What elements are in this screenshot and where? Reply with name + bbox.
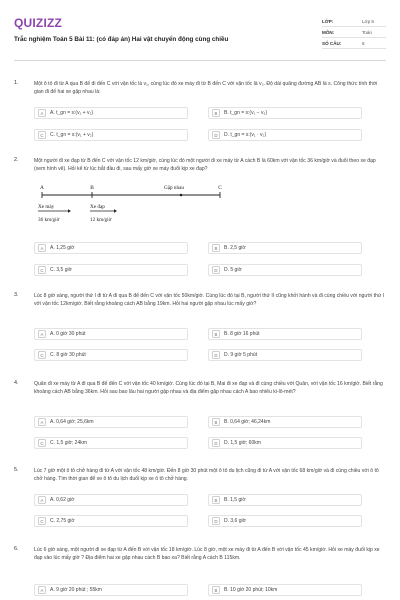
header-left <box>14 16 228 60</box>
answer-option-d[interactable] <box>208 264 362 276</box>
option-letter: C <box>38 439 46 447</box>
option-text: D. 5 giờ <box>224 267 242 273</box>
option-text: C. 8 giờ 30 phút <box>50 352 86 358</box>
option-letter: D <box>212 439 220 447</box>
label-bicycle-speed: 12 km/giờ <box>90 217 112 223</box>
question-number: 6. <box>14 546 19 552</box>
info-key: MÔN: <box>322 29 335 35</box>
info-key: SỐ CÂU: <box>322 40 342 46</box>
question-text: Lúc 7 giờ một ô tô chở hàng đi từ A với vận tốc 48 km/giờ. Đến 8 giờ 30 phút một ô tô du lịch cũng đi từ A với vận tốc 68 km/giờ và đi cùng chiều với ô tô chở hàng. Tìm thời gian để xe ô tô du lịch đuổi kịp xe ô tô chở hàng. <box>34 468 379 483</box>
option-text: A. 0 giờ 30 phút <box>50 331 86 337</box>
option-text: B. 2,5 giờ <box>224 245 246 251</box>
answer-option-b[interactable] <box>208 416 362 428</box>
answer-option-b[interactable] <box>208 494 362 506</box>
answer-option-d[interactable] <box>208 349 362 361</box>
label-motorbike: Xe máy <box>38 204 55 210</box>
option-letter: B <box>212 418 220 426</box>
info-table <box>322 16 386 60</box>
option-letter: A <box>38 109 46 117</box>
quizizz-logo: QUIZIZZ <box>14 16 63 30</box>
info-row-grade <box>322 16 386 27</box>
answer-option-a[interactable] <box>34 584 188 596</box>
option-letter: B <box>212 496 220 504</box>
label-a: A <box>40 185 44 191</box>
option-text: A. 0,64 giờ; 25,6km <box>50 419 94 425</box>
answer-option-b[interactable] <box>208 584 362 596</box>
option-letter: D <box>212 351 220 359</box>
question-text: Một người đi xe đạp từ B đến C với vận tốc 12 km/giờ, cùng lúc đó một người đi xe máy từ A cách B là 60km với vận tốc 36 km/giờ và đuổi theo xe đạp (xem hình vẽ). Hỏi kể từ lúc bắt đầu đi, sau mấy giờ xe máy đuổi kịp xe đạp? <box>34 158 376 173</box>
option-letter: A <box>38 244 46 252</box>
answer-option-b[interactable] <box>208 328 362 340</box>
option-text: C. 2,75 giờ <box>50 518 75 524</box>
option-text: D. 1,5 giờ; 60km <box>224 440 261 446</box>
answer-option-a[interactable] <box>34 328 188 340</box>
answer-option-c[interactable] <box>34 515 188 527</box>
bicycle-arrowhead <box>114 209 117 212</box>
meet-point <box>180 194 183 197</box>
worksheet-header <box>14 16 386 61</box>
option-text: B. 8 giờ 16 phút <box>224 331 260 337</box>
option-text: B. 1,5 giờ <box>224 497 246 503</box>
option-text: A. 1,25 giờ <box>50 245 75 251</box>
answer-option-d[interactable] <box>208 129 362 141</box>
option-text: D. 3,6 giờ <box>224 518 246 524</box>
question-number: 3. <box>14 292 19 298</box>
page-title: Trắc nghiệm Toán 5 Bài 11: (có đáp án) Hai vật chuyển động cùng chiều <box>14 36 229 43</box>
answer-option-c[interactable] <box>34 349 188 361</box>
label-b: B <box>90 185 94 191</box>
answer-option-a[interactable] <box>34 242 188 254</box>
label-motorbike-speed: 36 km/giờ <box>38 217 60 223</box>
question-number: 5. <box>14 467 19 473</box>
answer-option-b[interactable] <box>208 242 362 254</box>
answer-option-a[interactable] <box>34 416 188 428</box>
option-text: D. 9 giờ 5 phút <box>224 352 258 358</box>
info-value: 6 <box>362 40 365 46</box>
option-text: C. 1,5 giờ; 24km <box>50 440 87 446</box>
option-letter: D <box>212 266 220 274</box>
answer-option-c[interactable] <box>34 264 188 276</box>
option-text: C. t_gn = s:(v₁ + v₂) <box>50 132 94 138</box>
option-letter: D <box>212 517 220 525</box>
motorbike-arrowhead <box>68 209 71 212</box>
answer-option-d[interactable] <box>208 437 362 449</box>
option-letter: C <box>38 131 46 139</box>
answer-option-c[interactable] <box>34 129 188 141</box>
answer-option-a[interactable] <box>34 494 188 506</box>
question-number: 2. <box>14 157 19 163</box>
question-number: 4. <box>14 380 19 386</box>
option-text: A. 0,62 giờ <box>50 497 75 503</box>
question-text: Quân đi xe máy từ A đi qua B để đến C với vận tốc 40 km/giờ. Cùng lúc đó tại B, Mai đi xe đạp và đi cùng chiều với Quân, với vận tốc 16 km/giờ. Biết rằng khoảng cách AB bằng 36km. Hỏi sau bao lâu hai người gặp nhau và địa điểm gặp nhau cách A bao nhiêu ki-lô-mét? <box>34 381 383 396</box>
info-row-subject <box>322 27 386 38</box>
info-value: Toán <box>362 29 372 35</box>
option-letter: A <box>38 496 46 504</box>
label-bicycle: Xe đạp <box>90 204 105 210</box>
option-text: B. 0,64 giờ; 46,24km <box>224 419 271 425</box>
info-row-count <box>322 38 386 49</box>
option-letter: B <box>212 330 220 338</box>
answer-option-b[interactable] <box>208 107 362 119</box>
option-text: A. t_gn = s:(v₁ + v₂) <box>50 110 94 116</box>
option-letter: C <box>38 351 46 359</box>
question-number: 1. <box>14 80 19 86</box>
option-letter: D <box>212 131 220 139</box>
motion-diagram <box>34 181 234 233</box>
option-letter: A <box>38 418 46 426</box>
option-letter: C <box>38 517 46 525</box>
info-key: LỚP: <box>322 18 334 24</box>
option-letter: B <box>212 244 220 252</box>
question-text: Lúc 6 giờ sáng, một người đi xe đạp từ A đến B với vận tốc 18 km/giờ. Lúc 8 giờ, một xe máy đi từ A đến B với vận tốc 45 km/giờ. Hỏi xe máy đuổi kịp xe đạp vào lúc mấy giờ ? Địa điểm hai xe gặp nhau cách B bao xa? Biết rằng A cách B 115km. <box>34 547 380 562</box>
label-c: C <box>218 185 222 191</box>
option-text: A. 9 giờ 20 phút ; 55km <box>50 587 102 593</box>
label-meet: Gặp nhau <box>163 185 185 191</box>
option-text: B. 10 giờ 20 phút; 10km <box>224 587 278 593</box>
question-text: Một ô tô đi từ A qua B để đi đến C với vận tốc là v₁, cùng lúc đó xe máy đi từ B đến C với vận tốc là v₂. Độ dài quãng đường AB là s. Công thức tính thời gian đi để hai xe gặp nhau là: <box>34 81 378 96</box>
option-letter: B <box>212 586 220 594</box>
answer-option-c[interactable] <box>34 437 188 449</box>
option-letter: C <box>38 266 46 274</box>
option-text: C. 3,5 giờ <box>50 267 72 273</box>
question-text: Lúc 8 giờ sáng, người thứ I đi từ A đi qua B để đến C với vận tốc 50km/giờ. Cùng lúc đó tại B, người thứ II cũng khởi hành và đi cùng chiều với người thứ I với vận tốc 12km/giờ. Biết rằng khoảng cách AB bằng 19km. Hỏi hai người gặp nhau lúc mấy giờ? <box>34 293 385 308</box>
answer-option-a[interactable] <box>34 107 188 119</box>
answer-option-d[interactable] <box>208 515 362 527</box>
option-text: D. t_gn = s:(v₁ · v₂) <box>224 132 267 138</box>
option-text: B. t_gn = s:(v₁ − v₂) <box>224 110 268 116</box>
info-value: Lớp 5 <box>362 18 374 24</box>
option-letter: A <box>38 586 46 594</box>
option-letter: B <box>212 109 220 117</box>
option-letter: A <box>38 330 46 338</box>
